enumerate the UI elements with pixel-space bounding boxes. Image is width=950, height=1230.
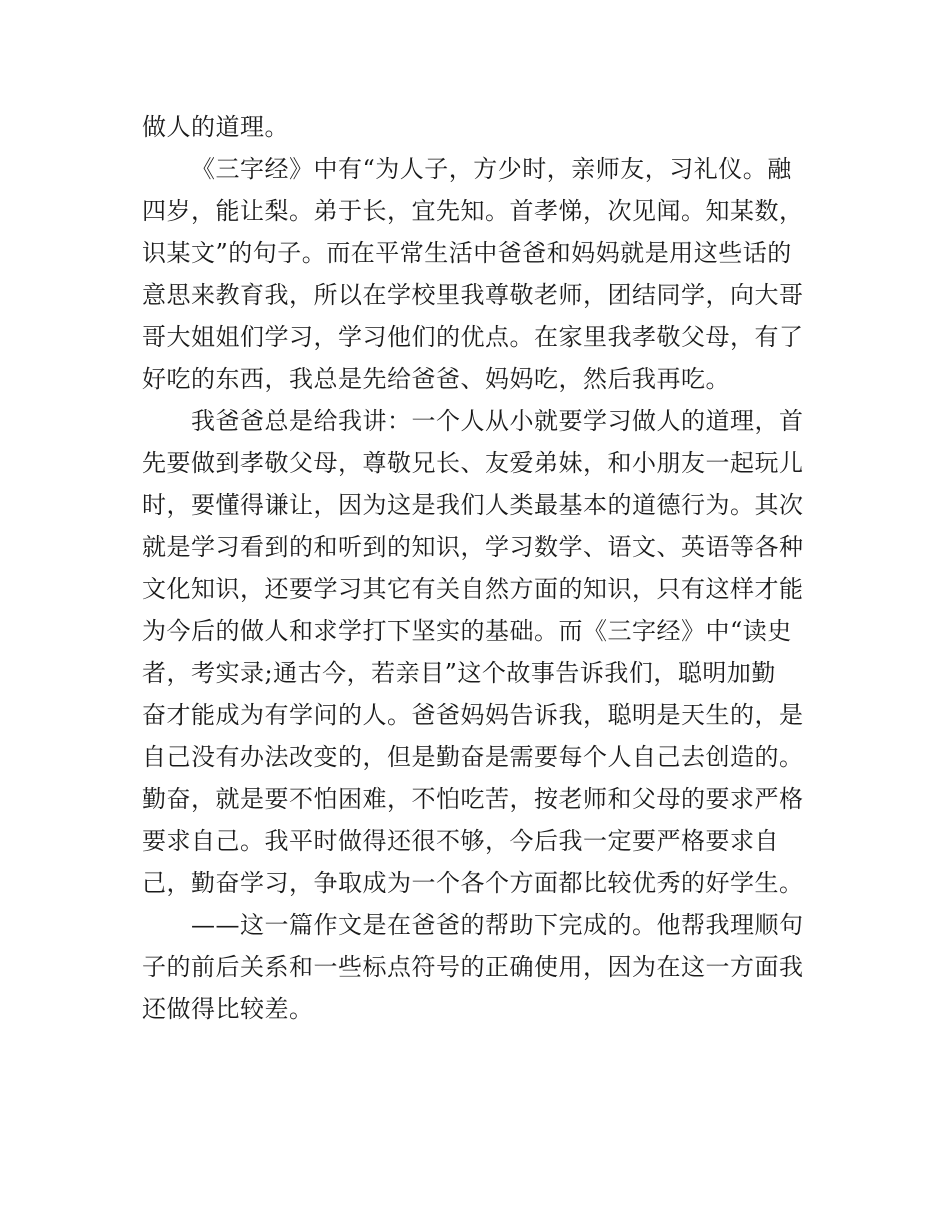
text-line: 四岁，能让梨。弟于长，宜先知。首孝悌，次见闻。知某数，	[142, 197, 804, 225]
text-line: 还做得比较差。	[142, 995, 314, 1023]
text-line: 者，考实录;通古今，若亲目”这个故事告诉我们，聪明加勤	[142, 659, 776, 687]
paragraph-start-line: 我爸爸总是给我讲：一个人从小就要学习做人的道理，首	[191, 407, 804, 435]
text-line: 识某文”的句子。而在平常生活中爸爸和妈妈就是用这些话的	[142, 239, 792, 267]
text-line: 意思来教育我，所以在学校里我尊敬老师，团结同学，向大哥	[142, 281, 804, 309]
text-line: 为今后的做人和求学打下坚实的基础。而《三字经》中“读史	[142, 617, 792, 645]
text-line: 时，要懂得谦让，因为这是我们人类最基本的道德行为。其次	[142, 491, 804, 519]
text-line: 要求自己。我平时做得还很不够，今后我一定要严格要求自	[142, 827, 779, 855]
text-line: 己，勤奋学习，争取成为一个各个方面都比较优秀的好学生。	[142, 869, 804, 897]
paragraph-start-line: 《三字经》中有“为人子，方少时，亲师友，习礼仪。融	[191, 155, 792, 183]
text-line: 奋才能成为有学问的人。爸爸妈妈告诉我，聪明是天生的，是	[142, 701, 804, 729]
text-line: 哥大姐姐们学习，学习他们的优点。在家里我孝敬父母，有了	[142, 323, 804, 351]
text-line: 勤奋，就是要不怕困难，不怕吃苦，按老师和父母的要求严格	[142, 785, 804, 813]
paragraph-start-line: ——这一篇作文是在爸爸的帮助下完成的。他帮我理顺句	[191, 911, 804, 939]
text-line: 好吃的东西，我总是先给爸爸、妈妈吃，然后我再吃。	[142, 365, 730, 393]
text-line: 文化知识，还要学习其它有关自然方面的知识，只有这样才能	[142, 575, 804, 603]
text-line: 做人的道理。	[142, 113, 289, 141]
text-line: 就是学习看到的和听到的知识，学习数学、语文、英语等各种	[142, 533, 804, 561]
text-line: 子的前后关系和一些标点符号的正确使用，因为在这一方面我	[142, 953, 804, 981]
text-line: 自己没有办法改变的，但是勤奋是需要每个人自己去创造的。	[142, 743, 804, 771]
text-line: 先要做到孝敬父母，尊敬兄长、友爱弟妹，和小朋友一起玩儿	[142, 449, 804, 477]
essay-text-block	[142, 106, 822, 1030]
